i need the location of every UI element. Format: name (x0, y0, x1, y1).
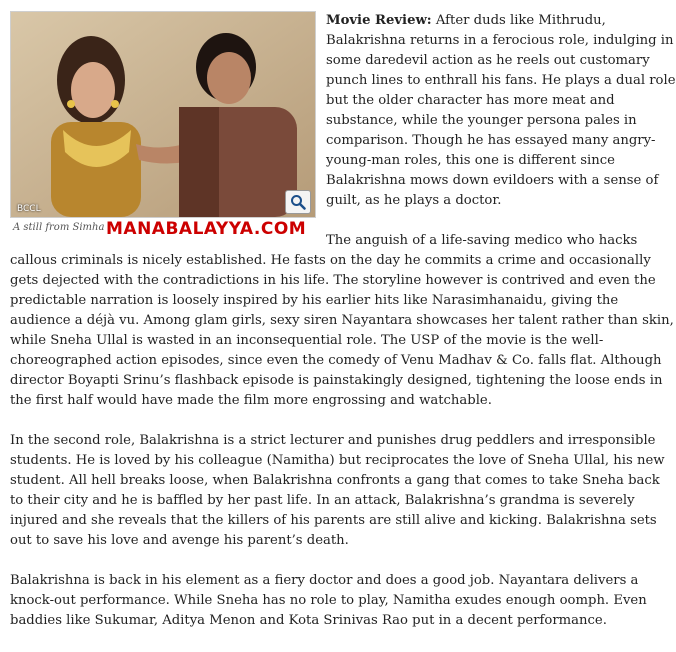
caption-row (10, 218, 316, 241)
photo-credit: BCCL (17, 204, 41, 214)
review-paragraph-4: Balakrishna is back in his element as a fiery doctor and does a good job. Nayantara delivers a knock-out performance. While Sneha has no role to play, Namitha exudes enough oomph. Even baddies like Sukumar, Aditya Menon and Kota Srinivas Rao put in a decent performance. (10, 573, 647, 628)
review-lead-label: Movie Review: (326, 13, 432, 28)
site-watermark: MANABALAYYA.COM (106, 219, 307, 239)
review-paragraph-3: In the second role, Balakrishna is a strict lecturer and punishes drug peddlers and irresponsible students. He is loved by his colleague (Namitha) but reciprocates the love of Sneha Ullal, his new student. All hell breaks loose, when Balakrishna confronts a gang that comes to take Sneha back to their city and he is baffled by her past life. In an attack, Balakrishna’s grandma is severely injured and she reveals that the killers of his parents are still alive and kicking. Balakrishna sets out to save his love and avenge his parent’s death. (10, 433, 665, 548)
magnifier-icon (290, 194, 306, 210)
movie-still-illustration (11, 12, 315, 217)
movie-still-photo[interactable] (10, 11, 316, 218)
review-paragraph-2: The anguish of a life-saving medico who hacks callous criminals is nicely established. He fasts on the day he commits a crime and occasionally gets dejected with the contradictions in his life. The storyline however is contrived and even the predictable narration is loosely inspired by his earlier hits like Narasimhanaidu, giving the audience a déjà vu. Among glam girls, sexy siren Nayantara showcases her talent rather than skin, while Sneha Ullal is wasted in an inconsequential role. The USP of the movie is the well-choreographed action episodes, since even the comedy of Venu Madhav & Co. falls flat. Although director Boyapti Srinu’s flashback episode is painstakingly designed, tightening the loose ends in the first half would have made the film more engrossing and watchable. (10, 233, 674, 408)
photo-caption: A still from Simha (13, 222, 105, 233)
review-paragraph-1-text: After duds like Mithrudu, Balakrishna returns in a ferocious role, indulging in some daredevil action as he reels out customary punch lines to enthrall his fans. He plays a dual role but the older character has more meat and substance, while the younger persona pales in comparison. Though he has essayed many angry-young-man roles, this one is different since Balakrishna mows down evildoers with a sense of guilt, as he plays a doctor. (326, 13, 676, 208)
zoom-button[interactable] (285, 190, 311, 214)
movie-still-figure (10, 11, 316, 241)
